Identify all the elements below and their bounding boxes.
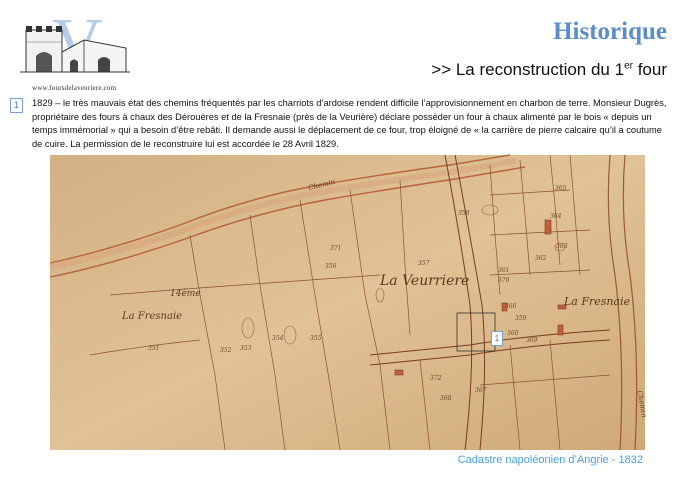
parcel-number: 352 xyxy=(220,347,232,354)
parcel-number: 368 xyxy=(440,395,452,402)
site-logo[interactable] xyxy=(14,8,134,92)
parcel-number: 363 xyxy=(556,243,568,250)
map-drawing xyxy=(50,155,645,450)
logo-website: www.foursdelaveuriere.com xyxy=(32,84,117,92)
parcel-number: 359 xyxy=(515,315,527,322)
page-subtitle xyxy=(431,60,667,80)
history-paragraph: 1829 – le très mauvais état des chemins fréquentés par les charriots d’ardoise rendent difficile l’approvisionnement en charbon de terre. Monsieur Dugrès, propriétaire des fours à chaux des Dérouères et de la Fresnaie (près de la Veurière) déclare posséder un four à chaux alimenté par le bois « depuis un temps immémorial » qui a besoin d’être rebâti. Il demande aussi le déplacement de ce four, trop éloigné de « la carrière de pierre calcaire qu’il a coutume de cuire. La permission de le reconstruire lui est accordée le 28 Avril 1829. xyxy=(32,98,667,149)
section-title: Historique xyxy=(553,18,667,45)
subtitle-prefix: >> La reconstruction du 1 xyxy=(431,60,625,79)
subtitle-superscript: er xyxy=(624,60,633,72)
map-label-fresnaie-left: La Fresnaie xyxy=(122,311,183,322)
map-label-veurriere: La Veurriere xyxy=(380,273,470,289)
cadastre-map xyxy=(50,155,649,450)
map-caption: Cadastre napoléonien d’Angrie - 1832 xyxy=(457,454,643,466)
logo-graphic xyxy=(14,8,134,88)
parcel-number: 365 xyxy=(555,185,567,192)
parcel-number: 371 xyxy=(330,245,342,252)
parcel-number: 372 xyxy=(430,375,442,382)
parcel-number: 358 xyxy=(458,210,470,217)
parcel-number: 364 xyxy=(550,213,562,220)
map-label-fresnaie-prefix: 14ème xyxy=(170,289,201,299)
parcel-number: 366 xyxy=(505,303,517,310)
parcel-number: 367 xyxy=(475,387,487,394)
subtitle-suffix: four xyxy=(632,60,667,79)
map-reference-badge: 1 xyxy=(491,331,503,346)
parcel-number: 360 xyxy=(507,330,519,337)
parcel-number: 361 xyxy=(498,267,510,274)
parcel-number: 362 xyxy=(535,255,547,262)
parcel-number: 354 xyxy=(272,335,284,342)
parcel-number: 351 xyxy=(148,345,160,352)
parcel-number: 353 xyxy=(240,345,252,352)
parcel-number: 357 xyxy=(418,260,430,267)
map-label-road-right: Chemin xyxy=(635,389,649,419)
parcel-number: 370 xyxy=(498,277,510,284)
parcel-number: 356 xyxy=(325,263,337,270)
map-label-road: Chemin xyxy=(307,177,336,193)
parcel-number: 355 xyxy=(310,335,322,342)
parcel-number: 369 xyxy=(526,337,538,344)
map-label-fresnaie-right: La Fresnaie xyxy=(564,295,631,308)
reference-number-badge: 1 xyxy=(10,98,23,113)
